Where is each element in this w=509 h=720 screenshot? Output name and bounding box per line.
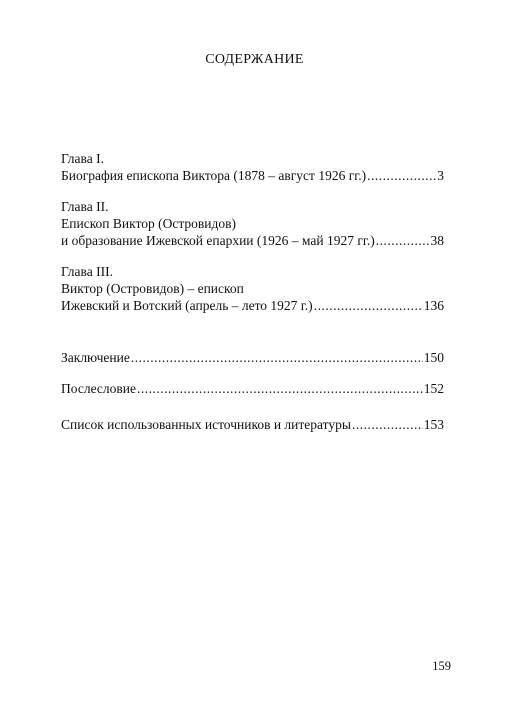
- dot-leader: [352, 416, 423, 433]
- entry-page: 3: [437, 168, 444, 183]
- toc-entry-conclusion: [61, 349, 444, 366]
- entry-title: Ижевский и Вотский (апрель – лето 1927 г.): [61, 298, 313, 313]
- toc-entry: [61, 167, 444, 184]
- page-number: 159: [432, 659, 451, 673]
- page-title: СОДЕРЖАНИЕ: [205, 52, 304, 67]
- chapter-heading: Глава II.: [61, 199, 109, 214]
- entry-page: 38: [430, 233, 444, 248]
- entry-page: 153: [423, 417, 444, 432]
- toc-entry: [61, 297, 444, 314]
- entry-title: Список использованных источников и литературы: [61, 417, 351, 432]
- entry-title: Послесловие: [61, 381, 136, 396]
- dot-leader: [376, 232, 430, 249]
- entry-page: 136: [423, 298, 444, 313]
- toc-entry-sources: [61, 416, 444, 433]
- table-of-contents: [61, 150, 444, 433]
- dot-leader: [131, 349, 423, 366]
- entry-title: Заключение: [61, 350, 130, 365]
- toc-chapter-1: [61, 150, 444, 184]
- entry-title: и образование Ижевской епархии (1926 – май 1927 гг.): [61, 233, 375, 248]
- toc-chapter-2: [61, 198, 444, 249]
- chapter-title-line: Епископ Виктор (Островидов): [61, 216, 237, 231]
- toc-entry: [61, 232, 444, 249]
- entry-title: Биография епископа Виктора (1878 – август 1926 гг.): [61, 168, 367, 183]
- toc-entry-afterword: [61, 380, 444, 397]
- dot-leader: [367, 167, 436, 184]
- chapter-heading: Глава III.: [61, 264, 113, 279]
- dot-leader: [137, 380, 423, 397]
- chapter-heading: Глава I.: [61, 151, 104, 166]
- entry-page: 152: [423, 381, 444, 396]
- entry-page: 150: [423, 350, 444, 365]
- toc-chapter-3: [61, 263, 444, 314]
- chapter-title-line: Виктор (Островидов) – епископ: [61, 281, 244, 296]
- dot-leader: [314, 297, 423, 314]
